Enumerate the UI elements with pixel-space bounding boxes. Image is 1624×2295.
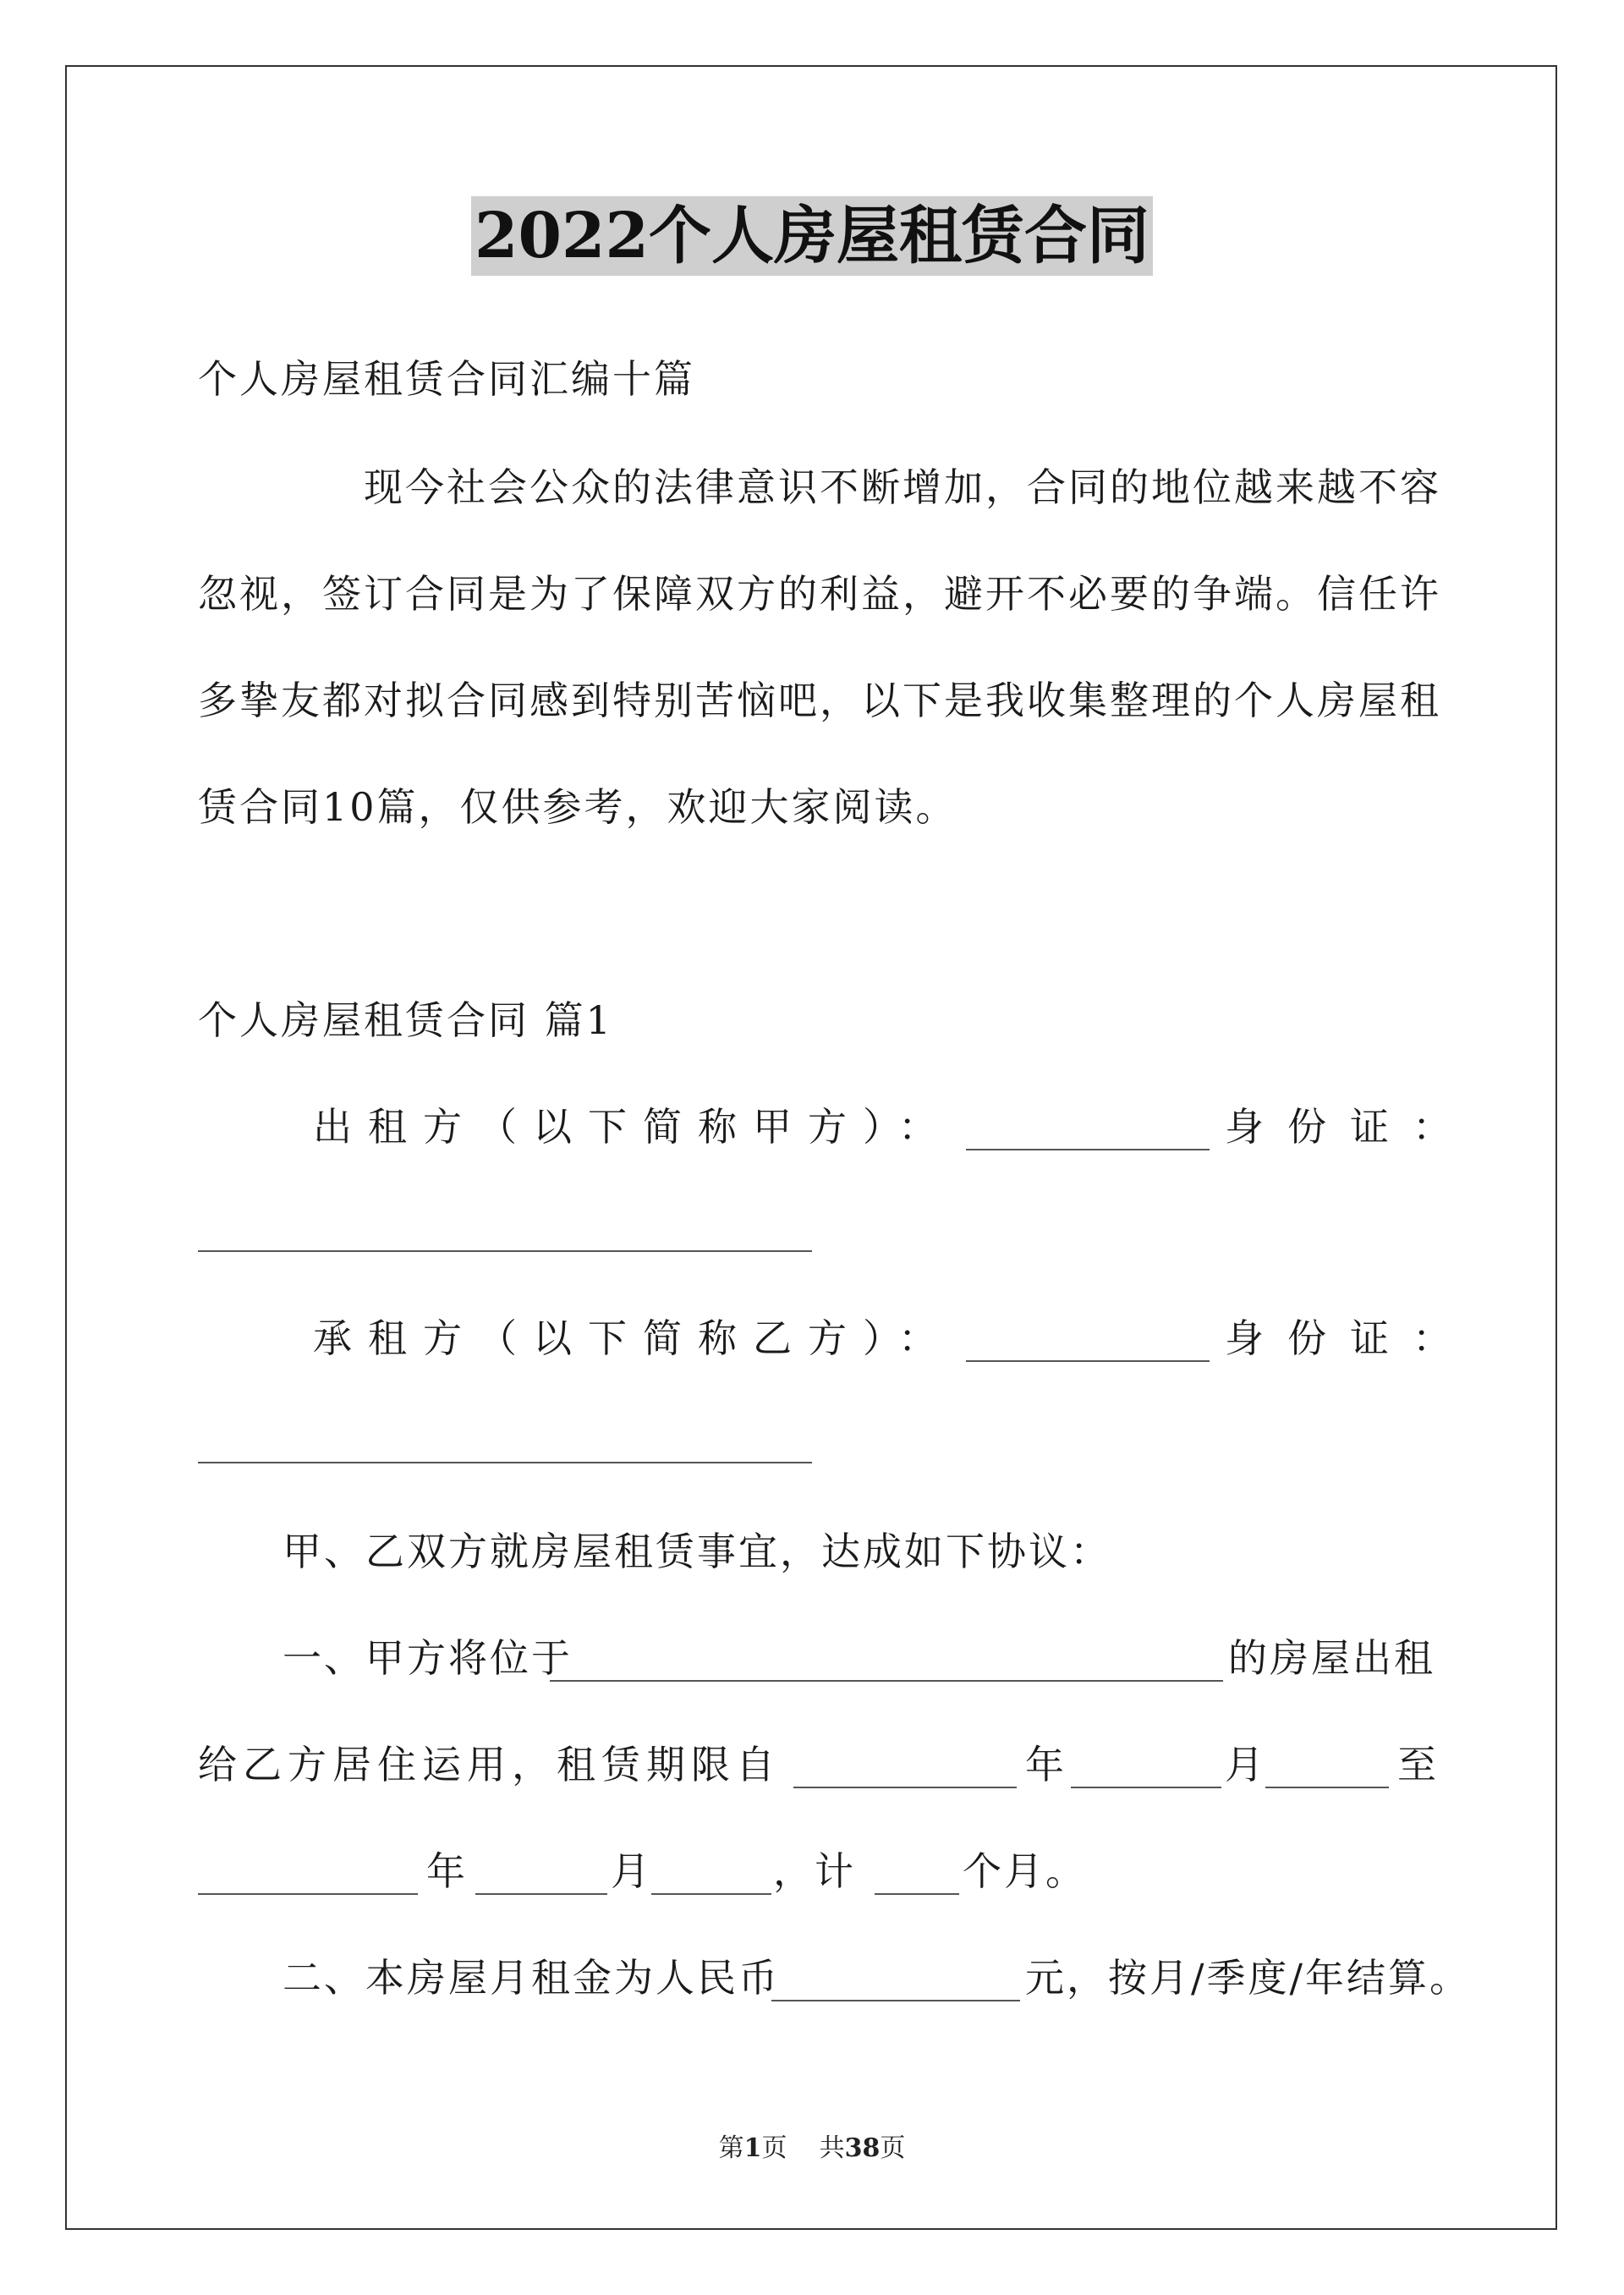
monthly-rent-blank[interactable] bbox=[771, 2000, 1020, 2001]
start-month-blank[interactable] bbox=[1071, 1787, 1221, 1788]
document-title: 2022个人房屋租赁合同 bbox=[471, 196, 1153, 276]
total-prefix: ，计 bbox=[773, 1848, 856, 1894]
total-word: 页 bbox=[880, 2133, 906, 2163]
end-month-label: 月 bbox=[611, 1848, 652, 1894]
start-month-label: 月 bbox=[1225, 1742, 1266, 1787]
lessee-id-blank[interactable] bbox=[198, 1462, 812, 1463]
section-heading: 个人房屋租赁合同 篇1 bbox=[198, 997, 613, 1043]
clause1-text-start: 一、甲方将位于 bbox=[283, 1635, 573, 1681]
lessee-label: 承租方（以下简称乙方）： bbox=[313, 1315, 953, 1361]
total-months-blank[interactable] bbox=[875, 1893, 959, 1895]
total-pages: 38 bbox=[844, 2133, 881, 2163]
title-container bbox=[0, 196, 1624, 276]
clause1-line2-start: 给乙方居住运用，租赁期限自 bbox=[198, 1742, 781, 1787]
page-prefix: 第 bbox=[718, 2133, 744, 2163]
intro-line-1: 现今社会公众的法律意识不断增加，合同的地位越来越不容 bbox=[364, 464, 1441, 510]
intro-line-4: 赁合同10篇，仅供参考，欢迎大家阅读。 bbox=[198, 784, 957, 830]
lessor-id-label: 身份证： bbox=[1225, 1104, 1475, 1150]
start-year-blank[interactable] bbox=[793, 1787, 1017, 1788]
lessor-name-blank[interactable] bbox=[966, 1149, 1210, 1150]
intro-line-3: 多挚友都对拟合同感到特别苦恼吧，以下是我收集整理的个人房屋租 bbox=[198, 678, 1441, 723]
page-number: 1 bbox=[743, 2133, 762, 2163]
end-day-blank[interactable] bbox=[651, 1893, 771, 1895]
start-day-blank[interactable] bbox=[1265, 1787, 1389, 1788]
subtitle: 个人房屋租赁合同汇编十篇 bbox=[198, 356, 695, 402]
end-year-label: 年 bbox=[426, 1848, 468, 1894]
property-address-blank[interactable] bbox=[550, 1680, 1223, 1682]
lessee-name-blank[interactable] bbox=[966, 1360, 1210, 1362]
total-prefix: 共 bbox=[819, 2133, 845, 2163]
clause2-text-end: 元，按月/季度/年结算。 bbox=[1025, 1955, 1471, 2001]
clause2-text-start: 二、本房屋月租金为人民币 bbox=[283, 1955, 780, 2001]
lessor-label: 出租方（以下简称甲方）： bbox=[313, 1104, 953, 1150]
end-month-blank[interactable] bbox=[475, 1893, 607, 1895]
lessor-id-blank[interactable] bbox=[198, 1250, 812, 1252]
agreement-intro: 甲、乙双方就房屋租赁事宜，达成如下协议： bbox=[283, 1529, 1111, 1574]
end-year-blank[interactable] bbox=[198, 1893, 418, 1895]
page-footer bbox=[0, 2132, 1624, 2166]
months-suffix: 个月。 bbox=[963, 1848, 1087, 1894]
lessee-id-label: 身份证： bbox=[1225, 1315, 1475, 1361]
page-word: 页 bbox=[761, 2133, 787, 2163]
intro-line-2: 忽视，签订合同是为了保障双方的利益，避开不必要的争端。信任许 bbox=[198, 571, 1441, 617]
clause1-text-end: 的房屋出租 bbox=[1228, 1635, 1435, 1681]
to-label: 至 bbox=[1397, 1742, 1439, 1787]
start-year-label: 年 bbox=[1025, 1742, 1067, 1787]
